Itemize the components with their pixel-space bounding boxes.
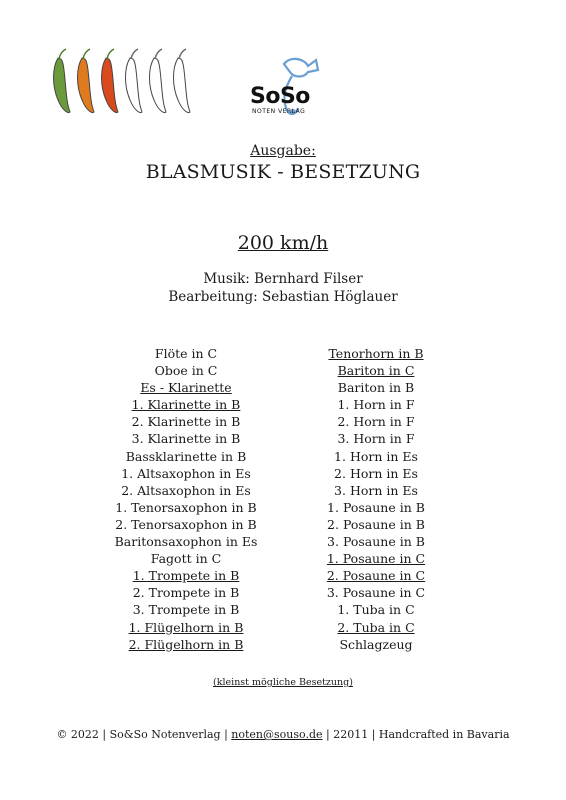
difficulty-peppers	[48, 46, 198, 118]
piece-title: 200 km/h	[237, 232, 329, 254]
instrument-item: 3. Klarinette in B	[131, 431, 241, 447]
pepper-filled-icon	[54, 49, 71, 113]
instrument-item: Baritonsaxophon in Es	[114, 534, 258, 550]
instrument-item: 2. Tenorsaxophon in B	[115, 516, 257, 532]
instrument-item: 3. Horn in F	[337, 431, 415, 447]
pepper-empty-icon	[150, 49, 167, 113]
instrument-item: 1. Posaune in B	[327, 499, 425, 515]
instrument-item: Schlagzeug	[339, 636, 413, 652]
instrument-item: 3. Trompete in B	[132, 602, 240, 618]
pepper-empty-icon	[174, 49, 191, 113]
instrument-item: Flöte in C	[154, 346, 218, 361]
arranger: Bearbeitung: Sebastian Höglauer	[168, 289, 398, 305]
instrument-item: Bariton in B	[337, 380, 415, 396]
instrument-item: Es - Klarinette	[140, 380, 232, 396]
instrument-item: 1. Flügelhorn in B	[128, 619, 244, 635]
instrument-item: 1. Altsaxophon in Es	[121, 465, 251, 481]
composer: Musik: Bernhard Filser	[203, 271, 363, 287]
instrument-item: 2. Flügelhorn in B	[128, 636, 244, 652]
logo-brand: SoSo	[250, 84, 310, 109]
instrument-item: 2. Tuba in C	[337, 619, 415, 635]
instrument-list-right	[276, 345, 476, 653]
logo-subtitle: NOTEN VERLAG	[252, 108, 306, 115]
instrument-item: 3. Posaune in C	[326, 585, 426, 601]
instrument-item: 1. Trompete in B	[132, 568, 240, 584]
instrument-list-left	[86, 345, 286, 653]
instrument-item: 1. Posaune in C	[326, 551, 426, 567]
instrument-item: 2. Posaune in B	[327, 516, 425, 532]
edition-title: BLASMUSIK - BESETZUNG	[145, 161, 421, 183]
instrument-item: 1. Horn in Es	[334, 448, 418, 464]
instrument-item: 2. Altsaxophon in Es	[121, 482, 251, 498]
footer-email-link[interactable]: noten@souso.de	[231, 728, 323, 741]
instrument-item: 3. Posaune in B	[327, 534, 425, 550]
instrument-item: Bassklarinette in B	[125, 448, 247, 464]
edition-label: Ausgabe:	[250, 143, 316, 159]
footer	[0, 728, 566, 741]
instrument-item: 1. Horn in F	[337, 397, 415, 413]
instrument-item: 1. Klarinette in B	[131, 397, 241, 413]
instrument-item: 2. Horn in F	[337, 414, 415, 430]
instrument-item: Oboe in C	[154, 363, 218, 379]
pepper-filled-icon	[102, 49, 119, 113]
instrument-item: 2. Trompete in B	[132, 585, 240, 601]
footer-info: | 22011 | Handcrafted in Bavaria	[322, 728, 510, 741]
instrument-item: 2. Horn in Es	[334, 465, 418, 481]
footer-copyright: © 2022 | So&So Notenverlag |	[56, 728, 232, 741]
instrument-item: 1. Tenorsaxophon in B	[115, 499, 257, 515]
instrument-item: 2. Posaune in C	[326, 568, 426, 584]
instrument-item: 3. Horn in Es	[334, 482, 418, 498]
instrument-item: Tenorhorn in B	[328, 346, 424, 361]
credits	[0, 270, 566, 306]
instrument-item: 1. Tuba in C	[337, 602, 415, 618]
instrument-item: 2. Klarinette in B	[131, 414, 241, 430]
pepper-empty-icon	[126, 49, 143, 113]
minimum-instrumentation-note: (kleinst mögliche Besetzung)	[213, 677, 353, 688]
pepper-filled-icon	[78, 49, 95, 113]
instrument-item: Bariton in C	[337, 363, 415, 379]
instrument-item: Fagott in C	[150, 551, 222, 567]
